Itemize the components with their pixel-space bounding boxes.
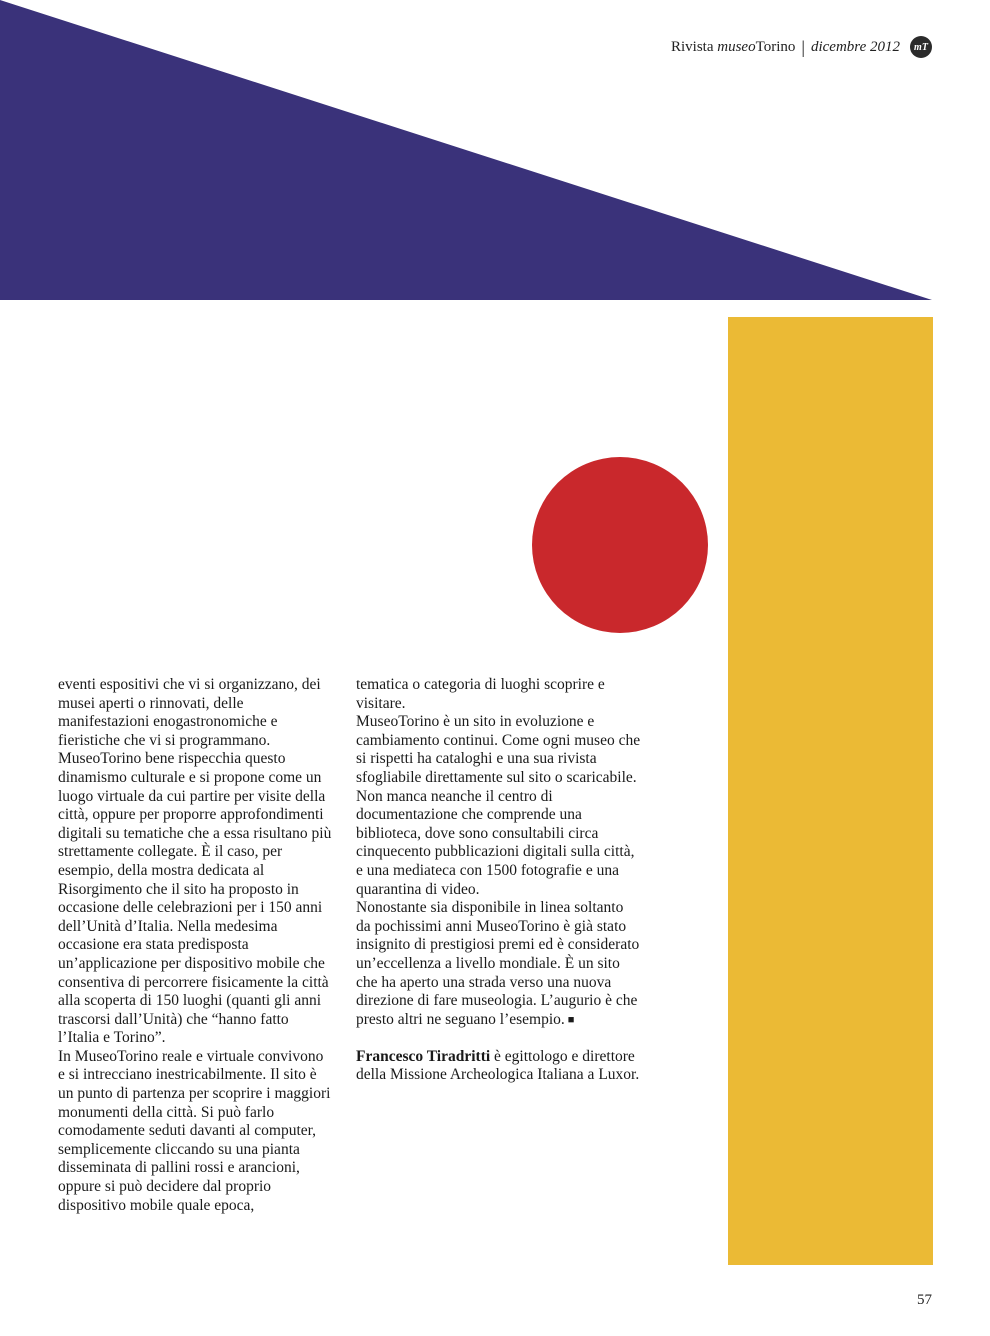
paragraph: eventi espositivi che vi si organizzano, dei musei aperti o rinnovati, delle manifestazioni enogastronomiche e fieristiche che vi si programmano. [58,676,321,749]
paragraph: Nonostante sia disponibile in linea soltanto da pochissimi anni MuseoTorino è già stato insignito di prestigiosi premi ed è considerato un’eccellenza a livello mondiale. È un sito che ha aperto una strada verso una nuova direzione di fare museologia. L’augurio è che presto altri ne seguano l’esempio. ■ [356,899,640,1028]
paragraph: tematica o categoria di luoghi scoprire e visitare. [356,676,605,712]
page-number: 57 [917,1292,932,1308]
author-bio: Francesco Tiradritti è egittologo e direttore della Missione Archeologica Italiana a Luxor. [356,1047,640,1084]
paragraph: MuseoTorino bene rispecchia questo dinamismo culturale e si propone come un luogo virtuale da cui partire per visite della città, oppure per proporre approfondimenti digitali su tematiche che a essa risultano più strettamente collegate. È il caso, per esempio, della mostra dedicata al Risorgimento che il sito ha proposto in occasione delle celebrazioni per i 150 anni dell’Unità d’Italia. Nella medesima occasione era stata predisposta un’applicazione per dispositivo mobile che consentiva di percorrere fisicamente la città alla scoperta di 150 luoghi (quanti gli anni trascorsi dall’Unità) che “hanno fatto l’Italia e Torino”. [58,750,332,1047]
end-of-article-mark: ■ [567,1013,575,1026]
running-header [671,36,932,58]
issue-date: dicembre 2012 [810,38,900,55]
paragraph: In MuseoTorino reale e virtuale convivono e si intrecciano inestricabilmente. Il sito è un punto di partenza per scoprire i maggiori monumenti della città. Si può farlo comodamente seduti davanti al computer, semplicemente cliccando su una pianta disseminata di pallini rossi e arancioni, oppure si può decidere dal proprio dispositivo mobile quale epoca, [58,1047,331,1214]
text-column-left [58,676,333,1215]
header-separator: | [801,37,805,57]
magazine-title: Rivista museoTorino [671,38,796,55]
author-name: Francesco Tiradritti [356,1047,491,1065]
yellow-bar [728,317,933,1265]
red-circle [532,457,708,633]
text-column-right [356,676,641,1085]
paragraph: MuseoTorino è un sito in evoluzione e cambiamento continui. Come ogni museo che si rispetti ha cataloghi e una sua rivista sfogliabile direttamente sul sito o scaricabile. Non manca neanche il centro di documentazione che comprende una biblioteca, dove sono consultabili circa cinquecento pubblicazioni digitali sulla città, e una mediateca con 1500 fotografie e una quarantina di video. [356,713,641,898]
museotorino-logo-icon: mT [910,36,932,58]
